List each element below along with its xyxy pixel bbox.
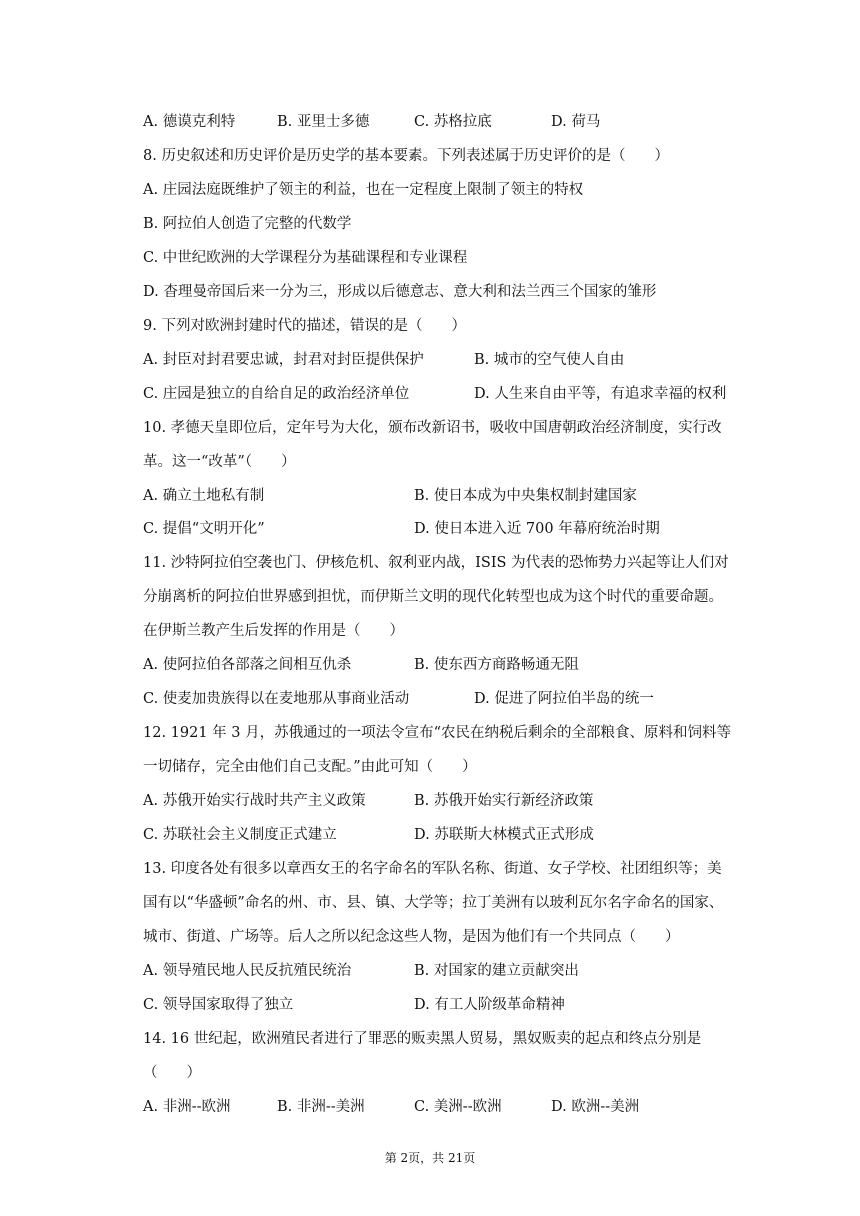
q12-option-a: A. 苏俄开始实行战时共产主义政策	[143, 793, 366, 809]
q8-option-b: B. 阿拉伯人创造了完整的代数学	[143, 216, 352, 232]
q13-option-a: A. 领导殖民地人民反抗殖民统治	[143, 963, 352, 979]
q13-option-d: D. 有工人阶级革命精神	[414, 997, 565, 1013]
q12-stem-line-1: 12. 1921 年 3 月，苏俄通过的一项法令宣布“农民在纳税后剩余的全部粮食、原料和饲料等	[143, 725, 732, 741]
q14-stem-line-1: 14. 16 世纪起，欧洲殖民者进行了罪恶的贩卖黑人贸易，黑奴贩卖的起点和终点分别是	[143, 1031, 702, 1047]
q8-option-d: D. 杳理曼帝国后来一分为三，形成以后德意志、意大利和法兰西三个国家的雏形	[143, 284, 657, 300]
q7-option-c: C. 苏格拉底	[414, 114, 492, 130]
q12-option-d: D. 苏联斯大林模式正式形成	[414, 827, 594, 843]
q9-stem: 9. 下列对欧洲封建时代的描述，错误的是（ ）	[143, 318, 466, 334]
q7-option-a: A. 德谟克利特	[143, 114, 236, 130]
q11-stem-line-1: 11. 沙特阿拉伯空袭也门、伊核危机、叙利亚内战，ISIS 为代表的恐怖势力兴起等让人们对	[143, 555, 729, 571]
q13-option-b: B. 对国家的建立贡献突出	[414, 963, 579, 979]
q7-option-d: D. 荷马	[551, 114, 601, 130]
q14-option-d: D. 欧洲--美洲	[551, 1099, 640, 1115]
q10-option-a: A. 确立土地私有制	[143, 488, 265, 504]
q11-option-b: B. 使东西方商路畅通无阻	[414, 657, 579, 673]
page-footer: 第 2页，共 21页	[384, 1151, 476, 1165]
q11-stem-line-3: 在伊斯兰教产生后发挥的作用是（ ）	[143, 623, 404, 639]
q10-stem-line-2: 革。这一“改革”（ ）	[143, 454, 296, 470]
q12-stem-line-2: 一切储存，完全由他们自己支配。”由此可知（ ）	[143, 759, 477, 775]
q7-option-b: B. 亚里士多德	[277, 114, 370, 130]
q11-option-a: A. 使阿拉伯各部落之间相互仇杀	[143, 657, 352, 673]
q12-option-b: B. 苏俄开始实行新经济政策	[414, 793, 594, 809]
q8-option-c: C. 中世纪欧洲的大学课程分为基础课程和专业课程	[143, 250, 468, 266]
q9-option-a: A. 封臣对封君要忠诚，封君对封臣提供保护	[143, 352, 424, 368]
q11-option-d: D. 促进了阿拉伯半岛的统一	[474, 691, 654, 707]
q13-stem-line-1: 13. 印度各处有很多以章西女王的名字命名的军队名称、街道、女子学校、社团组织等；美	[143, 861, 722, 877]
q10-option-d: D. 使日本进入近 700 年幕府统治时期	[414, 521, 660, 537]
q10-option-c: C. 提倡“文明开化”	[143, 521, 265, 537]
q13-stem-line-2: 国有以“华盛顿”命名的州、市、县、镇、大学等；拉丁美洲有以玻利瓦尔名字命名的国家、	[143, 895, 724, 911]
q13-stem-line-3: 城市、街道、广场等。后人之所以纪念这些人物，是因为他们有一个共同点（ ）	[143, 929, 680, 945]
q14-option-b: B. 非洲--美洲	[277, 1099, 365, 1115]
q12-option-c: C. 苏联社会主义制度正式建立	[143, 827, 337, 843]
q11-stem-line-2: 分崩离析的阿拉伯世界感到担忧，而伊斯兰文明的现代化转型也成为这个时代的重要命题。	[143, 589, 723, 605]
q14-stem-line-2: （ ）	[143, 1065, 201, 1081]
q13-option-c: C. 领导国家取得了独立	[143, 997, 294, 1013]
q8-stem: 8. 历史叙述和历史评价是历史学的基本要素。下列表述属于历史评价的是（ ）	[143, 148, 669, 164]
q11-option-c: C. 使麦加贵族得以在麦地那从事商业活动	[143, 691, 410, 707]
q9-option-c: C. 庄园是独立的自给自足的政治经济单位	[143, 386, 410, 402]
q8-option-a: A. 庄园法庭既维护了领主的利益，也在一定程度上限制了领主的特权	[143, 182, 584, 198]
q10-stem-line-1: 10. 孝德天皇即位后，定年号为大化，颁布改新诏书，吸收中国唐朝政治经济制度，实行改	[143, 420, 722, 436]
q14-option-c: C. 美洲--欧洲	[414, 1099, 502, 1115]
q9-option-d: D. 人生来自由平等，有追求幸福的权利	[474, 386, 727, 402]
q9-option-b: B. 城市的空气使人自由	[474, 352, 625, 368]
q10-option-b: B. 使日本成为中央集权制封建国家	[414, 488, 637, 504]
q14-option-a: A. 非洲--欧洲	[143, 1099, 231, 1115]
